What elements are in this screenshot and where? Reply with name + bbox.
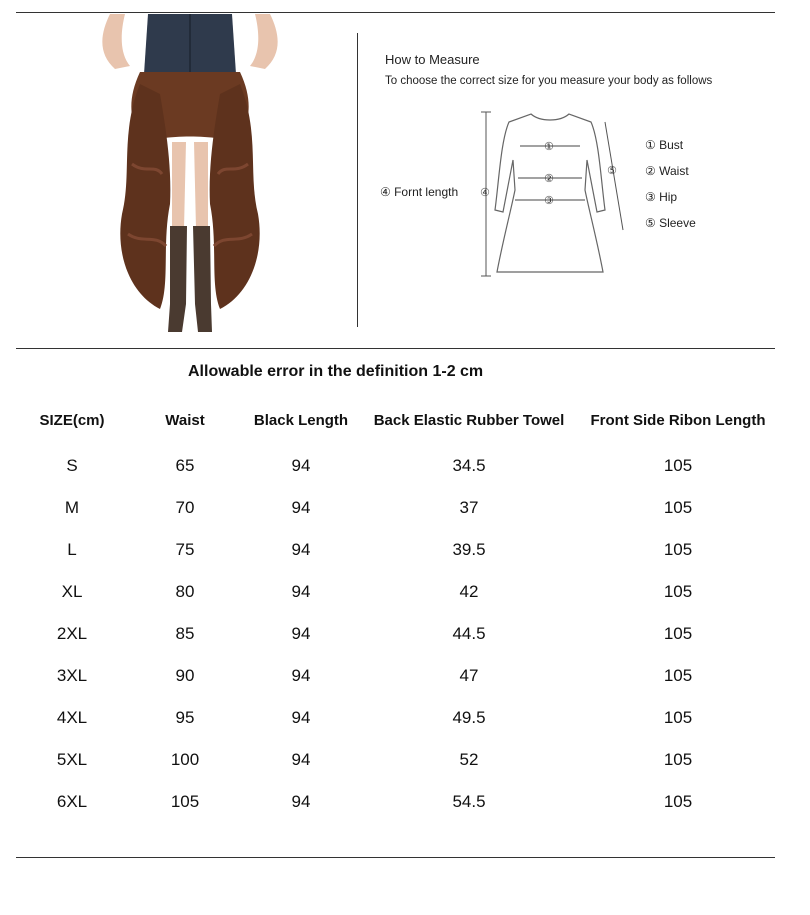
- cell-black-length: 94: [291, 624, 311, 643]
- cell-back-elastic: 39.5: [452, 540, 486, 559]
- legend-waist: ② Waist: [645, 164, 689, 178]
- cell-black-length: 94: [291, 750, 311, 769]
- cell-size: 3XL: [56, 666, 88, 685]
- front-length-label: ④ Fornt length: [380, 185, 459, 199]
- marker-bust: ①: [544, 140, 554, 153]
- cell-front-ribbon: 105: [663, 456, 693, 475]
- cell-waist: 105: [170, 792, 200, 811]
- legend-bust: ① Bust: [645, 138, 684, 152]
- top-divider: [16, 12, 775, 13]
- cell-back-elastic: 54.5: [452, 792, 486, 811]
- header-black-length: Black Length: [253, 412, 349, 429]
- cell-back-elastic: 37: [459, 498, 479, 517]
- legend-sleeve: ⑤ Sleeve: [645, 216, 696, 230]
- cell-back-elastic: 47: [459, 666, 479, 685]
- cell-black-length: 94: [291, 666, 311, 685]
- cell-black-length: 94: [291, 582, 311, 601]
- bottom-divider: [16, 857, 775, 858]
- cell-front-ribbon: 105: [663, 540, 693, 559]
- cell-size: 2XL: [56, 624, 88, 643]
- header-front-ribbon: Front Side Ribon Length: [590, 412, 766, 429]
- tolerance-note: Allowable error in the definition 1-2 cm: [188, 363, 484, 380]
- cell-front-ribbon: 105: [663, 750, 693, 769]
- cell-black-length: 94: [291, 498, 311, 517]
- cell-size: M: [64, 498, 80, 517]
- cell-size: XL: [61, 582, 83, 601]
- cell-front-ribbon: 105: [663, 624, 693, 643]
- cell-size: 5XL: [56, 750, 88, 769]
- cell-front-ribbon: 105: [663, 498, 693, 517]
- legend-hip: ③ Hip: [645, 190, 678, 204]
- vertical-divider: [357, 33, 358, 327]
- cell-waist: 80: [175, 582, 195, 601]
- cell-front-ribbon: 105: [663, 792, 693, 811]
- cell-waist: 70: [175, 498, 195, 517]
- marker-sleeve: ⑤: [607, 164, 617, 177]
- cell-back-elastic: 44.5: [452, 624, 486, 643]
- cell-front-ribbon: 105: [663, 708, 693, 727]
- cell-back-elastic: 42: [459, 582, 479, 601]
- cell-waist: 90: [175, 666, 195, 685]
- cell-back-elastic: 34.5: [452, 456, 486, 475]
- product-photo: [70, 14, 310, 344]
- header-waist: Waist: [165, 412, 205, 429]
- garment-diagram: [375, 100, 795, 290]
- cell-back-elastic: 49.5: [452, 708, 486, 727]
- cell-size: S: [66, 456, 78, 475]
- measure-title: How to Measure: [385, 52, 480, 67]
- header-size: SIZE(cm): [39, 412, 105, 429]
- cell-waist: 65: [175, 456, 195, 475]
- cell-back-elastic: 52: [459, 750, 479, 769]
- cell-waist: 85: [175, 624, 195, 643]
- cell-waist: 75: [175, 540, 195, 559]
- cell-black-length: 94: [291, 540, 311, 559]
- cell-black-length: 94: [291, 792, 311, 811]
- middle-divider: [16, 348, 775, 349]
- cell-waist: 95: [175, 708, 195, 727]
- marker-hip: ③: [544, 194, 554, 207]
- measure-subtitle: To choose the correct size for you measure your body as follows: [385, 75, 713, 87]
- cell-size: 4XL: [56, 708, 88, 727]
- cell-size: 6XL: [56, 792, 88, 811]
- cell-black-length: 94: [291, 708, 311, 727]
- marker-waist: ②: [544, 172, 554, 185]
- cell-front-ribbon: 105: [663, 582, 693, 601]
- cell-size: L: [67, 540, 77, 559]
- header-back-elastic: Back Elastic Rubber Towel: [373, 412, 565, 429]
- cell-black-length: 94: [291, 456, 311, 475]
- cell-waist: 100: [170, 750, 200, 769]
- cell-front-ribbon: 105: [663, 666, 693, 685]
- marker-front-length: ④: [480, 186, 490, 199]
